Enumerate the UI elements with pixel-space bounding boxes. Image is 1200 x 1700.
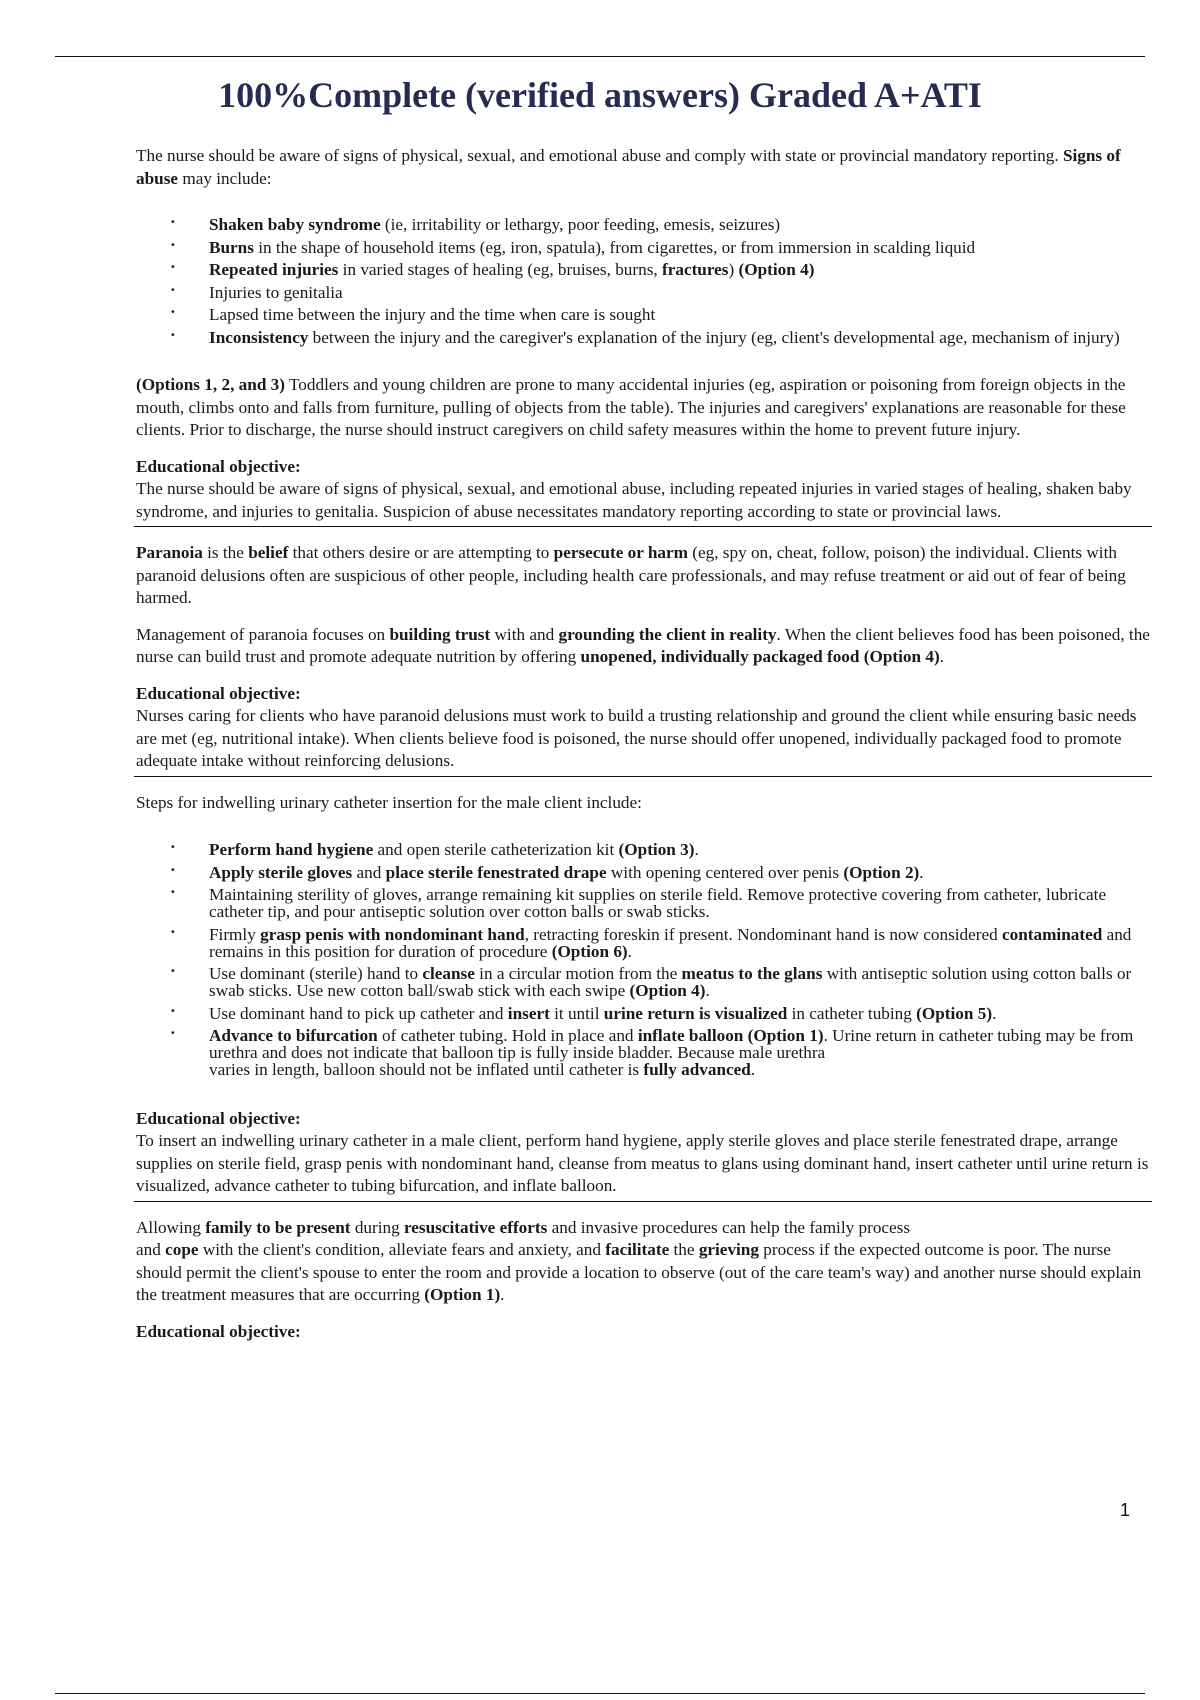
paranoia-definition	[136, 542, 1150, 610]
edu-heading	[136, 1321, 1150, 1344]
text: it until	[549, 1003, 604, 1023]
abuse-intro	[136, 145, 1150, 190]
bold-text: Educational objective:	[136, 683, 301, 703]
list-item	[136, 883, 1150, 923]
text: .	[939, 647, 944, 666]
text: with and	[490, 624, 559, 644]
list-item	[136, 281, 1150, 304]
text: during	[350, 1217, 404, 1237]
bold-text: Educational objective:	[136, 1108, 301, 1128]
text: .	[694, 840, 699, 859]
edu-heading	[136, 683, 1150, 706]
text: Allowing	[136, 1217, 206, 1237]
text: with the client's condition, alleviate fears and anxiety, and	[198, 1240, 606, 1259]
text: Use dominant hand to pick up catheter and	[209, 1003, 508, 1023]
text: The nurse should be aware of signs of physical, sexual, and emotional abuse and comply with state or provincial mandatory reporting.	[136, 146, 1063, 165]
text: in varied stages of healing (eg, bruises, burns,	[338, 260, 662, 279]
catheter-steps-list	[136, 838, 1150, 1081]
abuse-options-paragraph	[136, 374, 1150, 442]
bold-text: cope	[165, 1240, 199, 1259]
page-title: 100%Complete (verified answers) Graded A+ATI	[218, 75, 982, 115]
text: process if the expected outcome is poor. The nurse should permit the client's spouse to enter the room and provide a location to observe (out of the care team's way) and another nurse should explain the treatment measures that are occurring	[136, 1240, 1142, 1304]
text: .	[750, 1060, 756, 1079]
text: Lapsed time between the injury and the time when care is sought	[209, 305, 656, 324]
paranoia-management	[136, 624, 1150, 669]
bold-text: Educational objective:	[136, 456, 301, 476]
bold-text: (Options 1, 2, and 3)	[136, 375, 285, 394]
list-item	[136, 303, 1150, 326]
bold-text: Educational objective:	[136, 1321, 301, 1341]
text: Firmly	[209, 924, 261, 944]
text: and open sterile catheterization kit	[373, 840, 619, 859]
bold-text: Signs of abuse	[136, 146, 1121, 188]
bold-text: Inconsistency	[209, 327, 309, 347]
text: (eg, spy on, cheat, follow, poison) the individual. Clients with paranoid delusions often are suspicious of other people, including health care professionals, and may refuse treatment or aid out of fear of being harmed.	[136, 543, 1126, 607]
list-item	[136, 861, 1150, 884]
text: (ie, irritability or lethargy, poor feeding, emesis, seizures)	[380, 215, 781, 234]
text: . When the client believes food has been poisoned, the nurse can build trust and promote adequate nutrition by offering	[136, 624, 1150, 666]
bold-text: persecute or harm	[553, 543, 688, 562]
text: and	[352, 862, 386, 882]
bold-text: (Option 1)	[424, 1285, 501, 1304]
bold-text: Advance to bifurcation	[209, 1026, 378, 1045]
text: and invasive procedures can help the family process	[547, 1217, 911, 1237]
text: Toddlers and young children are prone to many accidental injuries (eg, aspiration or poisoning from foreign objects in the mouth, climbs onto and falls from furniture, pulling of objects from the table). The injuries and caregivers' explanations are reasonable for these clients. Prior to discharge, the nurse should instruct caregivers on child safety measures within the home to prevent future injury.	[136, 375, 1126, 439]
bold-text: Repeated injuries	[209, 260, 339, 279]
list-item	[136, 213, 1150, 236]
bold-text: grieving	[698, 1240, 759, 1259]
bold-text: Paranoia	[136, 543, 203, 562]
list-item	[136, 962, 1150, 1002]
text: .	[919, 862, 924, 882]
document-body	[136, 145, 1150, 1343]
text: and	[136, 1240, 166, 1259]
list-item	[136, 923, 1150, 963]
bold-text: inflate balloon (Option 1)	[637, 1026, 824, 1045]
bottom-rule	[55, 1693, 1145, 1694]
text: and remains in this position for duration of procedure	[209, 924, 1132, 961]
text: Maintaining sterility of gloves, arrange remaining kit supplies on sterile field. Remove protective covering from catheter, lubricate catheter tip, and pour antiseptic solution over cotton balls or swab sticks.	[209, 885, 1107, 921]
bold-text: (Option 4)	[629, 981, 706, 1000]
section-divider	[134, 776, 1152, 777]
text: in a circular motion from the	[474, 964, 682, 983]
text: .	[705, 981, 710, 1000]
text: in catheter tubing	[787, 1003, 917, 1023]
bold-text: (Option 2)	[843, 862, 920, 882]
text: . Urine return in catheter tubing may be from urethra and does not indicate that balloon tip is fully inside bladder. Because male urethra	[209, 1026, 1134, 1062]
bold-text: facilitate	[605, 1240, 670, 1259]
edu-text: Nurses caring for clients who have paranoid delusions must work to build a trusting relationship and ground the client while ensuring basic needs are met (eg, nutritional intake). When clients believe food is poisoned, the nurse should offer unopened, individually packaged food to promote adequate intake without reinforcing delusions.	[136, 706, 1137, 770]
text: with antiseptic solution using cotton balls or swab sticks. Use new cotton ball/swab stick with each swipe	[209, 964, 1132, 1000]
bold-text: unopened, individually packaged food (Option 4)	[580, 647, 940, 666]
edu-heading	[136, 1108, 1150, 1131]
text: is the	[202, 543, 249, 562]
text: in the shape of household items (eg, iron, spatula), from cigarettes, or from immersion in scalding liquid	[253, 237, 976, 257]
text: Use dominant (sterile) hand to	[209, 964, 423, 983]
list-item	[136, 258, 1150, 281]
list-item	[136, 236, 1150, 259]
edu-heading	[136, 456, 1150, 479]
list-item	[136, 326, 1150, 349]
bold-text: (Option 6)	[551, 941, 628, 961]
list-item	[136, 838, 1150, 861]
text: the	[669, 1240, 699, 1259]
text: varies in length, balloon should not be inflated until catheter is	[209, 1060, 644, 1079]
bold-text: Shaken baby syndrome	[209, 215, 381, 234]
edu-text: To insert an indwelling urinary catheter in a male client, perform hand hygiene, apply sterile gloves and place sterile fenestrated drape, arrange supplies on sterile field, grasp penis with nondominant hand, cleanse from meatus to glans using dominant hand, insert catheter until urine return is visualized, advance catheter to tubing bifurcation, and inflate balloon.	[136, 1131, 1149, 1195]
section-divider	[134, 526, 1152, 527]
text: Management of paranoia focuses on	[136, 624, 390, 644]
bold-text: contaminated	[1002, 924, 1103, 944]
section-abuse	[136, 145, 1150, 523]
text: with opening centered over penis	[606, 862, 844, 882]
text: between the injury and the caregiver's explanation of the injury (eg, client's developmental age, mechanism of injury)	[308, 327, 1120, 347]
bold-text: Burns	[209, 237, 254, 257]
bold-text: (Option 5)	[916, 1003, 993, 1023]
text: Injuries to genitalia	[209, 282, 343, 302]
text: that others desire or are attempting to	[288, 543, 554, 562]
bold-text: building trust	[389, 624, 491, 644]
family-presence-paragraph	[136, 1217, 1150, 1307]
text: .	[992, 1003, 997, 1023]
abuse-signs-list	[136, 213, 1150, 348]
section-family-presence	[136, 1217, 1150, 1344]
bold-text: meatus to the glans	[681, 964, 823, 983]
bold-text: family to be present	[205, 1217, 351, 1237]
catheter-intro: Steps for indwelling urinary catheter insertion for the male client include:	[136, 792, 642, 812]
bold-text: Perform hand hygiene	[209, 840, 374, 859]
section-paranoia	[136, 542, 1150, 773]
top-rule	[55, 56, 1145, 57]
bold-text: (Option 3)	[618, 840, 695, 859]
list-item	[136, 1024, 1150, 1081]
bold-text: resuscitative efforts	[403, 1217, 548, 1237]
text: )	[728, 260, 739, 279]
bold-text: grasp penis with nondominant hand	[260, 924, 525, 944]
text: .	[500, 1285, 505, 1304]
bold-text: (Option 4)	[738, 260, 815, 279]
text: .	[627, 941, 632, 961]
bold-text: place sterile fenestrated drape	[385, 862, 607, 882]
edu-text: The nurse should be aware of signs of physical, sexual, and emotional abuse, including repeated injuries in varied stages of healing, shaken baby syndrome, and injuries to genitalia. Suspicion of abuse necessitates mandatory reporting according to state or provincial laws.	[136, 479, 1132, 521]
bold-text: belief	[248, 543, 289, 562]
bold-text: urine return is visualized	[603, 1003, 788, 1023]
text: of catheter tubing. Hold in place and	[377, 1026, 638, 1045]
bold-text: cleanse	[422, 964, 475, 983]
text: may include:	[178, 168, 272, 188]
list-item	[136, 1002, 1150, 1025]
bold-text: insert	[507, 1003, 550, 1023]
page-number: 1	[1120, 1500, 1131, 1520]
bold-text: Apply sterile gloves	[209, 862, 353, 882]
section-catheter	[136, 792, 1150, 1198]
section-divider	[134, 1201, 1152, 1202]
bold-text: fully advanced	[643, 1060, 751, 1079]
text: , retracting foreskin if present. Nondominant hand is now considered	[524, 924, 1002, 944]
bold-text: fractures	[662, 260, 729, 279]
bold-text: grounding the client in reality	[558, 624, 777, 644]
